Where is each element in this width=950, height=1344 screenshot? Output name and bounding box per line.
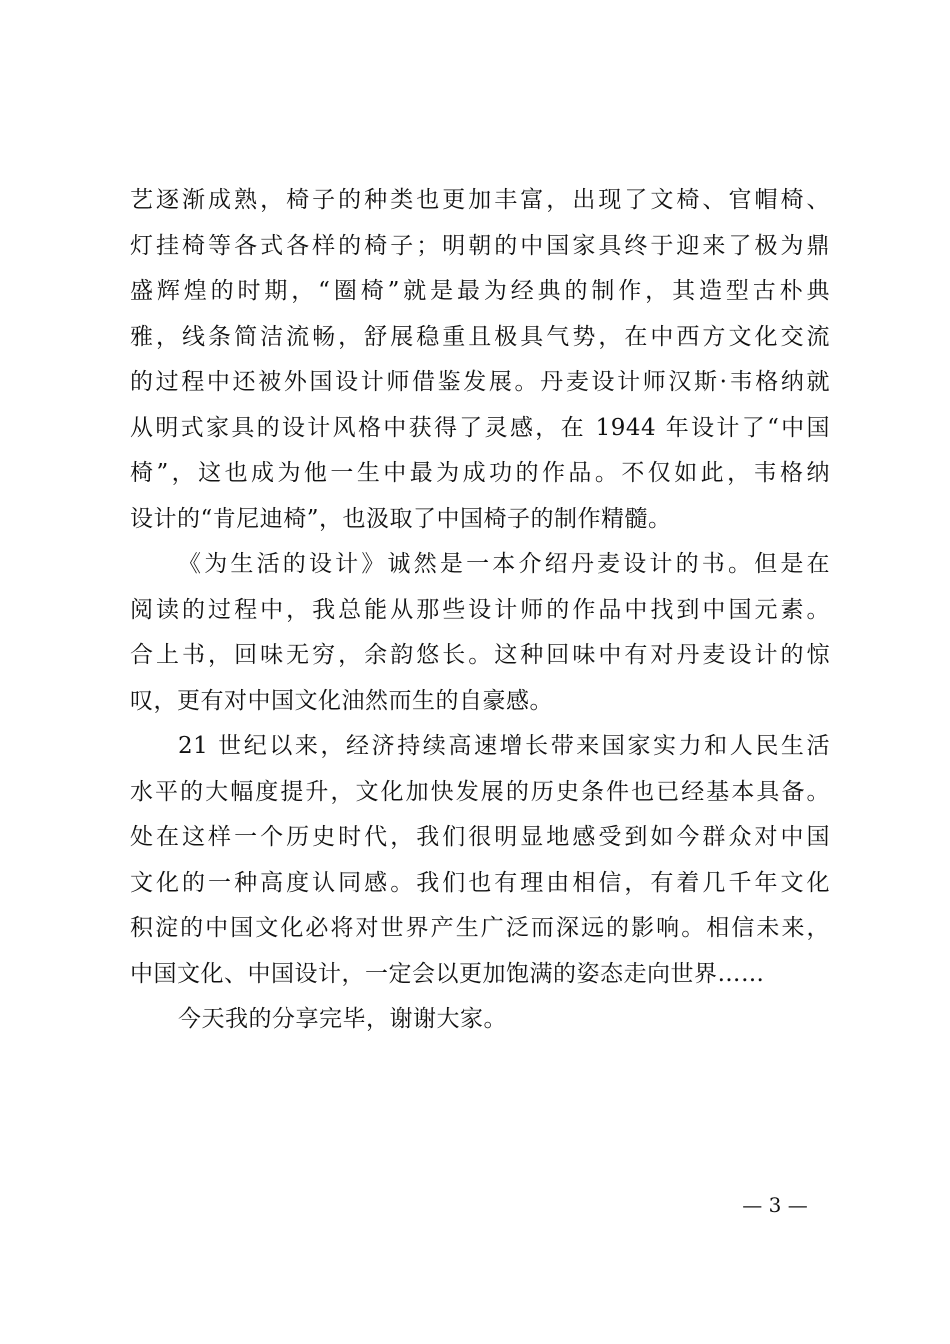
paragraph-3-line: 处在这样一个历史时代，我们很明显地感受到如今群众对中国	[130, 824, 830, 850]
paragraph-1-line: 设计的“肯尼迪椅”，也汲取了中国椅子的制作精髓。	[130, 505, 672, 532]
body-text	[130, 178, 830, 1043]
paragraph-1-line: 从明式家具的设计风格中获得了灵感，在 1944 年设计了“中国	[130, 414, 830, 441]
page-number: — 3 —	[742, 1193, 808, 1217]
paragraph-3-line: 水平的大幅度提升，文化加快发展的历史条件也已经基本具备。	[130, 778, 830, 805]
paragraph-1-line: 灯挂椅等各式各样的椅子；明朝的中国家具终于迎来了极为鼎	[130, 232, 830, 259]
paragraph-3-line: 积淀的中国文化必将对世界产生广泛而深远的影响。相信未来，	[130, 915, 830, 941]
paragraph-1-line: 的过程中还被外国设计师借鉴发展。丹麦设计师汉斯·韦格纳就	[130, 369, 830, 395]
paragraph-3-line: 中国文化、中国设计，一定会以更加饱满的姿态走向世界……	[130, 960, 765, 987]
paragraph-1-line: 艺逐渐成熟，椅子的种类也更加丰富，出现了文椅、官帽椅、	[130, 187, 830, 213]
paragraph-3-line: 文化的一种高度认同感。我们也有理由相信，有着几千年文化	[130, 869, 830, 896]
paragraph-1-line: 椅”，这也成为他一生中最为成功的作品。不仅如此，韦格纳	[130, 460, 830, 486]
paragraph-1-line: 盛辉煌的时期，“圈椅”就是最为经典的制作，其造型古朴典	[130, 278, 830, 304]
paragraph-2-line: 叹，更有对中国文化油然而生的自豪感。	[130, 687, 553, 714]
paragraph-3-line: 21 世纪以来，经济持续高速增长带来国家实力和人民生活	[178, 733, 830, 759]
paragraph-1-line: 雅，线条简洁流畅，舒展稳重且极具气势，在中西方文化交流	[130, 323, 830, 350]
paragraph-2-line: 合上书，回味无穷，余韵悠长。这种回味中有对丹麦设计的惊	[130, 642, 830, 668]
paragraph-2-line: 阅读的过程中，我总能从那些设计师的作品中找到中国元素。	[130, 596, 830, 623]
paragraph-2-line: 《为生活的设计》诚然是一本介绍丹麦设计的书。但是在	[178, 551, 830, 577]
paragraph-4-line: 今天我的分享完毕，谢谢大家。	[178, 1006, 507, 1032]
